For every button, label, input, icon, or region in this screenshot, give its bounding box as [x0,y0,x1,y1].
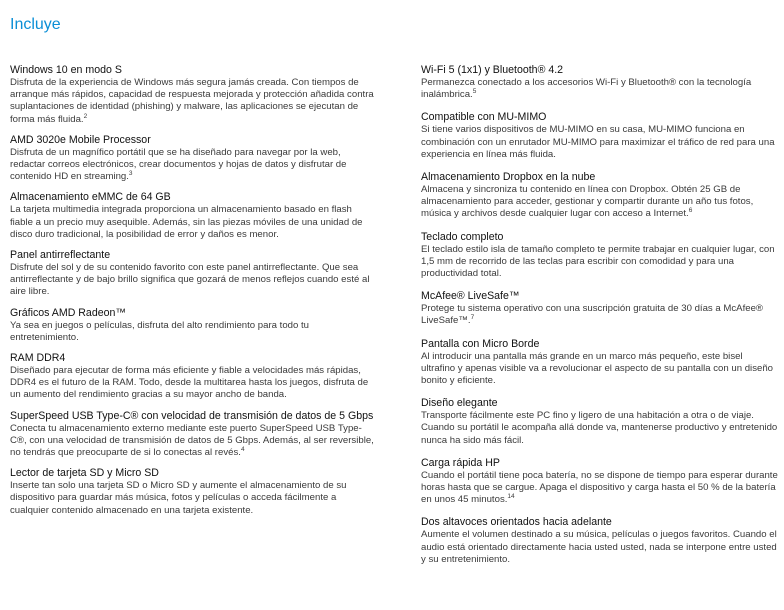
feature-description: Disfrute del sol y de su contenido favorito con este panel antirreflectante. Que sea antirreflectante y de bajo brillo significa que gozará de menos reflejos cuando esté al aire libre. [10,262,370,298]
feature-title: Compatible con MU-MIMO [421,111,547,124]
feature-title: Carga rápida HP [421,456,500,469]
feature-title: Almacenamiento Dropbox en la nube [421,171,596,184]
feature-windows-10-s [10,64,374,126]
feature-title: Gráficos AMD Radeon™ [10,306,126,319]
feature-dropbox-storage [421,171,779,221]
feature-full-keyboard [421,231,779,281]
feature-title: RAM DDR4 [10,352,66,365]
feature-description: Permanezca conectado a los accesorios Wi-Fi y Bluetooth® con la tecnología inalámbrica.$^5$ [421,77,752,101]
footnote-marker: 3 [128,170,133,178]
feature-usb-type-c [10,410,374,460]
feature-description: Conecta tu almacenamiento externo mediante este puerto SuperSpeed USB Type-C®, con una velocidad de transmisión de datos de 5 Gbps. Además, al ser reversible, no tendrás que preocuparte de si lo conectas al revés.$^4$ [10,422,374,459]
feature-elegant-design [421,397,779,447]
feature-title: Pantalla con Micro Borde [421,337,540,350]
feature-mcafee-livesafe [421,290,779,327]
footnote-marker: 7 [470,314,475,322]
feature-title: Teclado completo [421,230,504,243]
feature-title: Diseño elegante [421,397,498,410]
feature-description: Ya sea en juegos o películas, disfruta del alto rendimiento para todo tu entretenimiento. [10,319,310,343]
feature-description: Transporte fácilmente este PC fino y ligero de una habitación a otra o de viaje. Cuando su portátil le acompaña allá donde va, mantenerse productivo y entretenido nunca ha sido más fácil. [421,410,778,446]
feature-description: Inserte tan solo una tarjeta SD o Micro SD y aumente el almacenamiento de su dispositivo para guardar más música, fotos y películas o acceda fácilmente a cualquier contenido almacenado en una tarjeta existente. [10,480,347,516]
feature-mu-mimo [421,111,779,161]
footnote-marker: 2 [83,112,88,120]
feature-description: Almacena y sincroniza tu contenido en línea con Dropbox. Obtén 25 GB de almacenamiento para acceder, gestionar y compartir durante un año tus fotos, música y archivos desde cualquier lugar con acceso a Internet.$^6$ [421,184,754,220]
feature-emmc-storage [10,191,374,241]
feature-description: La tarjeta multimedia integrada proporciona un almacenamiento basado en flash fiable a un precio muy asequible. Además, sin las piezas móviles de una unidad de disco duro tradicional, la posibilidad de error y daños es menor. [10,204,363,240]
feature-title: Lector de tarjeta SD y Micro SD [10,467,159,480]
footnote-marker: 14 [507,493,515,501]
right-feature-column [421,64,779,576]
feature-description: Protege tu sistema operativo con una suscripción gratuita de 30 días a McAfee® LiveSafe™.$^7$ [421,303,763,327]
feature-title: Wi-Fi 5 (1x1) y Bluetooth® 4.2 [421,64,564,76]
feature-description: Al introducir una pantalla más grande en un marco más pequeño, este bisel ultrafino y apenas visible va a revolucionar el aspecto de su pantalla con un diseño bonito y eficiente. [421,350,773,387]
feature-title: SuperSpeed USB Type-C® con velocidad de transmisión de datos de 5 Gbps [10,409,374,422]
feature-description: Si tiene varios dispositivos de MU-MIMO en su casa, MU-MIMO funciona en combinación con un enrutador MU-MIMO para maximizar el tráfico de red para una experiencia en línea más fluida. [421,124,775,160]
feature-sd-card-reader [10,467,374,517]
feature-title: Almacenamiento eMMC de 64 GB [10,191,171,204]
feature-description: Disfruta de la experiencia de Windows más segura jamás creada. Con tiempos de arranque más rápidos, capacidad de respuesta mejorada y protección añadida contra suplantaciones de identidad (phishing) y malware, las aplicaciones se ejecutan de forma más fluida.$^2$ [10,77,374,125]
feature-micro-edge-display [421,338,779,388]
feature-title: Panel antirreflectante [10,249,111,262]
feature-description: Cuando el portátil tiene poca batería, no se dispone de tiempo para esperar durante horas hasta que se cargue. Apaga el dispositivo y carga hasta el 50 % de la batería en unos 45 minutos.$^{14}$ [421,469,778,506]
feature-front-speakers [421,516,779,566]
feature-title: AMD 3020e Mobile Processor [10,133,151,146]
left-feature-column [10,64,374,525]
feature-antiglare-panel [10,249,374,299]
feature-description: Diseñado para ejecutar de forma más eficiente y fiable a velocidades más rápidas, DDR4 es el futuro de la RAM. Todo, desde la multitarea hasta los juegos, disfruta de un aumento del rendimiento gracias a su mayor ancho de banda. [10,365,369,401]
feature-ram-ddr4 [10,352,374,402]
feature-hp-fast-charge [421,457,779,507]
feature-description: Disfruta de un magnífico portátil que se ha diseñado para navegar por la web, redactar correos electrónicos, crear documentos y hojas de datos y disfrutar de contenido HD en streaming.$^3$ [10,146,347,183]
footnote-marker: 6 [688,207,693,215]
feature-amd-radeon-graphics [10,307,374,344]
feature-title: McAfee® LiveSafe™ [421,290,520,303]
feature-wifi-bluetooth [421,64,779,101]
feature-title: Windows 10 en modo S [10,64,122,76]
feature-description: El teclado estilo isla de tamaño completo te permite trabajar en cualquier lugar, con 1,5 mm de recorrido de las teclas para escribir con comodidad y para una productividad total. [421,243,775,280]
footnote-marker: 5 [472,88,477,96]
section-heading: Incluye [10,16,61,33]
footnote-marker: 4 [240,445,245,453]
feature-description: Aumente el volumen destinado a su música, películas o juegos favoritos. Cuando el audio está orientado directamente hacia usted usted, nada se interpone entre usted y su entretenimiento. [421,529,777,565]
feature-amd-processor [10,134,374,184]
feature-title: Dos altavoces orientados hacia adelante [421,516,612,529]
